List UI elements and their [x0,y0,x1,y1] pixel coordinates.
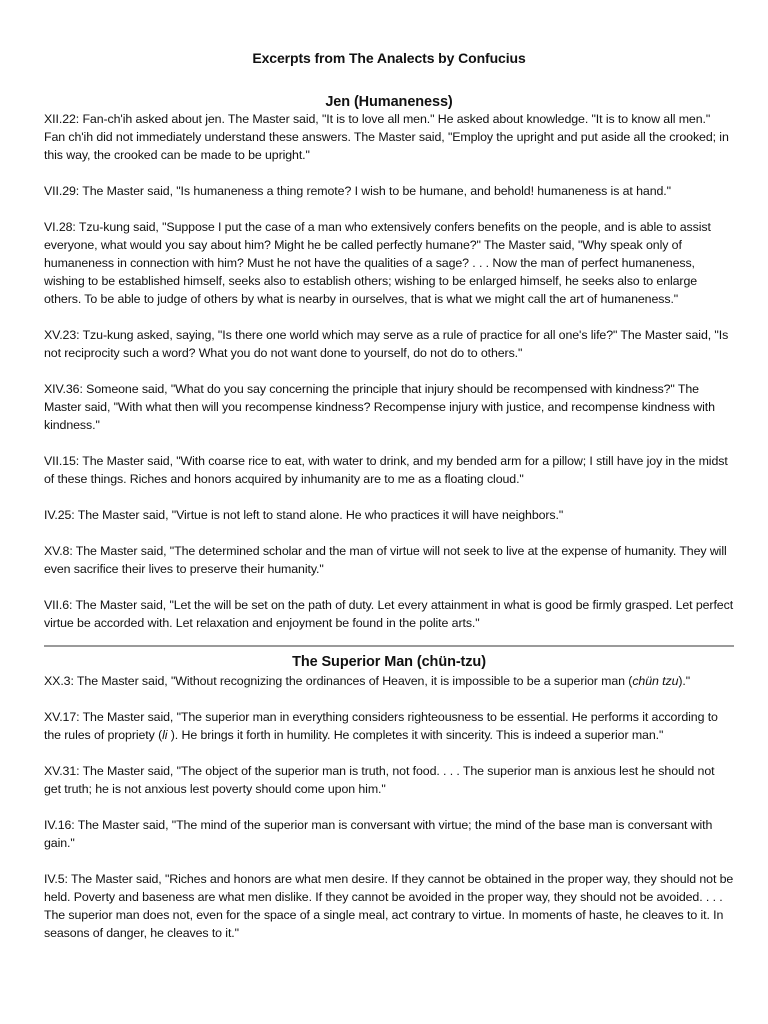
passage-ref: IV.5: [44,872,68,886]
passage-italic-term: li [162,728,168,742]
passage-xx-3 [44,672,734,690]
passage-vii-29 [44,182,734,200]
passage-ref: XV.31: [44,764,80,778]
passage-ref: XII.22: [44,112,80,126]
passage-text: Tzu-kung said, "Suppose I put the case of a man who extensively confers benefits on the people, and is able to assist everyone, what would you say about him? Might he be called perfectly humane?" The Master said, "Why speak only of humaneness in connection with him? Must he not have the qualities of a sage? . . . Now the man of perfect humaneness, wishing to be established himself, seeks also to establish others; wishing to be enlarged himself, he seeks also to enlarge others. To be able to judge of others by what is nearby in ourselves, that is what we might call the art of humaneness." [44,220,711,306]
passage-ref: VII.6: [44,598,73,612]
passage-text: The Master said, "The object of the superior man is truth, not food. . . . The superior man is anxious lest he should not get truth; he is not anxious lest poverty should come upon him." [44,764,715,796]
passage-text: Fan-ch'ih asked about jen. The Master said, "It is to love all men." He asked about knowledge. "It is to know all men." Fan ch'ih did not immediately understand these answers. The Master said, "Employ the upright and put aside all the crooked; in this way, the crooked can be made to be upright." [44,112,729,162]
passage-vii-15 [44,452,734,488]
passage-xv-23 [44,326,734,362]
passage-vi-28 [44,218,734,308]
passage-text: The Master said, "The determined scholar and the man of virtue will not seek to live at the expense of humanity. They will even sacrifice their lives to preserve their humanity." [44,544,727,576]
passage-iv-25 [44,506,734,524]
passage-text: The Master said, "Virtue is not left to stand alone. He who practices it will have neighbors." [74,508,564,522]
passage-text: Someone said, "What do you say concerning the principle that injury should be recompensed with kindness?" The Master said, "With what then will you recompense kindness? Recompense injury with justice, and recompense kindness with kindness." [44,382,715,432]
passage-xv-8 [44,542,734,578]
passage-ref: XX.3: [44,674,74,688]
passage-iv-5 [44,870,734,942]
passage-xv-31 [44,762,734,798]
passage-text: The Master said, "With coarse rice to eat, with water to drink, and my bended arm for a pillow; I still have joy in the midst of these things. Riches and honors acquired by inhumanity are to me as a floating cloud." [44,454,728,486]
section-superior-man [44,672,734,960]
passage-xiv-36 [44,380,734,434]
passage-xv-17 [44,708,734,744]
passage-xii-22 [44,110,734,164]
passage-text: ). He brings it forth in humility. He completes it with sincerity. This is indeed a superior man." [167,728,664,742]
passage-text: The Master said, "The superior man in everything considers righteousness to be essential. He performs it according to the rules of propriety ( [44,710,718,742]
passage-text: The Master said, "Let the will be set on the path of duty. Let every attainment in what is good be firmly grasped. Let perfect virtue be accorded with. Let relaxation and enjoyment be found in the polite arts." [44,598,734,630]
passage-ref: VII.15: [44,454,80,468]
passage-text: )." [678,674,691,688]
section-jen [44,110,734,650]
passage-text: The Master said, "Riches and honors are what men desire. If they cannot be obtained in the proper way, they should not be held. Poverty and baseness are what men dislike. If they cannot be avoided in the proper way, they should not be avoided. . . . The superior man does not, even for the space of a single meal, act contrary to virtue. In moments of haste, he cleaves to it. In seasons of danger, he cleaves to it." [44,872,734,940]
passage-ref: XIV.36: [44,382,83,396]
passage-text: Tzu-kung asked, saying, "Is there one world which may serve as a rule of practice for all one's life?" The Master said, "Is not reciprocity such a word? What you do not want done to yourself, do not do to others." [44,328,729,360]
passage-ref: IV.16: [44,818,75,832]
passage-iv-16 [44,816,734,852]
section-divider [44,645,734,647]
passage-ref: VII.29: [44,184,80,198]
section-heading-jen: Jen (Humaneness) [325,94,453,110]
passage-ref: IV.25: [44,508,75,522]
passage-text: The Master said, "Is humaneness a thing remote? I wish to be humane, and behold! humaneness is at hand." [79,184,671,198]
passage-ref: VI.28: [44,220,76,234]
passage-ref: XV.17: [44,710,80,724]
section-heading-superior-man: The Superior Man (chün-tzu) [292,654,486,670]
passage-ref: XV.8: [44,544,73,558]
passage-text: The Master said, "The mind of the superior man is conversant with virtue; the mind of the base man is conversant with gain." [44,818,713,850]
document-title: Excerpts from The Analects by Confucius [252,50,526,66]
passage-ref: XV.23: [44,328,80,342]
passage-text: The Master said, "Without recognizing the ordinances of Heaven, it is impossible to be a superior man ( [73,674,633,688]
passage-italic-term: chün tzu [632,674,679,688]
passage-vii-6 [44,596,734,632]
